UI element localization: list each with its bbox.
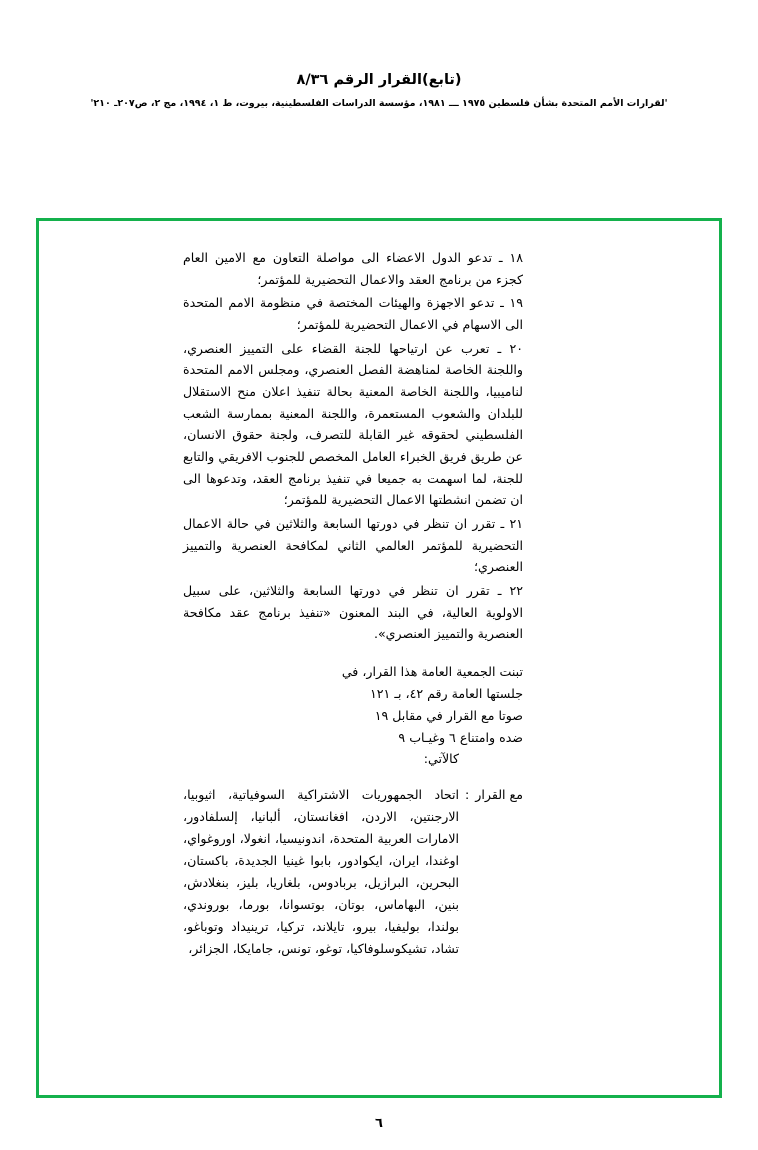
paragraph-20: ٢٠ ـ تعرب عن ارتياحها للجنة القضاء على التمييز العنصري، واللجنة الخاصة لمناهضة الفصل العنصري، ومجلس الامم المتحدة لناميبيا، واللجنة الخاصة المعنية بحالة تنفيذ اعلان منح الاستقلال للبلدان والشعوب المستعمرة، واللجنة المعنية بممارسة الشعب الفلسطيني لحقوقه غير القابلة للتصرف، ولجنة حقوق الانسان، عن طريق فريق الخبراء العامل المخصص للجنوب الافريقي والتابع للجنة، لما اسهمت به جميعا في تنفيذ برنامج العقد، وتدعوها الى ان تضمن انشطتها الاعمال التحضيرية للمؤتمر؛ <box>183 340 523 508</box>
header-title: (تابع)القرار الرقم ٨/٣٦ <box>296 72 462 88</box>
page-header <box>0 72 758 109</box>
content-body <box>183 247 523 960</box>
countries-colon: : <box>465 787 470 803</box>
paragraph-19: ١٩ ـ تدعو الاجهزة والهيئات المختصة في منظومة الامم المتحدة الى الاسهام في الاعمال التحضيرية للمؤتمر؛ <box>183 295 523 332</box>
paragraph-21: ٢١ ـ تقرر ان تنظر في دورتها السابعة والثلاثين في حالة الاعمال التحضيرية للمؤتمر العالمي الثاني لمكافحة العنصرية والتمييز العنصري؛ <box>183 515 523 575</box>
vote-line-1: تبنت الجمعية العامة هذا القرار، في <box>341 663 523 679</box>
vote-line-4: ضده وامتناع ٦ وغيـاب ٩ <box>398 729 523 745</box>
vote-summary-block <box>183 661 523 771</box>
page-number: ٦ <box>375 1116 383 1131</box>
document-page <box>0 72 758 1150</box>
paragraph-22: ٢٢ ـ تقرر ان تنظر في دورتها السابعة والثلاثين، على سبيل الاولوية العالية، في البند المعنون «تنفيذ برنامج عقد مكافحة العنصرية والتمييز العنصري». <box>183 582 523 642</box>
countries-list: اتحاد الجمهوريات الاشتراكية السوفياتية، اثيوبيا، الارجنتين، الاردن، افغانستان، ألبانيا، إلسلفادور، الامارات العربية المتحدة، اندونيسيا، انغولا، اوروغواي، اوغندا، ايران، ايكوادور، بابوا غينيا الجديدة، باكستان، البحرين، البرازيل، بربادوس، بلغاريا، بليز، بنغلادش، بنين، البهاماس، بوتان، بوتسوانا، بورما، بوروندي، بولندا، بوليفيا، بيرو، تايلاند، تركيا، ترينيداد وتوباغو، تشاد، تشيكوسلوفاكيا، توغو، تونس، جامايكا، الجزائر، <box>183 787 460 956</box>
countries-label: مع القرار <box>475 787 523 803</box>
vote-line-5: كالآتي: <box>423 751 459 767</box>
paragraph-18: ١٨ ـ تدعو الدول الاعضاء الى مواصلة التعاون مع الامين العام كجزء من برنامج العقد والاعمال التحضيرية للمؤتمر؛ <box>183 250 523 287</box>
vote-line-2: جلستها العامة رقم ٤٢، بـ ١٢١ <box>370 685 523 701</box>
countries-in-favour-block <box>183 784 523 959</box>
vote-line-3: صوتا مع القرار في مقابل ١٩ <box>374 707 523 723</box>
header-source-citation: 'لقرارات الأمم المتحدة بشأن فلسطين ١٩٧٥ ـــ ١٩٨١، مؤسسة الدراسات الفلسطينية، بيروت، ط ١، ١٩٩٤، مج ٢، ص٢٠٧ـ ٢١٠' <box>90 98 668 109</box>
content-frame <box>36 218 722 1098</box>
